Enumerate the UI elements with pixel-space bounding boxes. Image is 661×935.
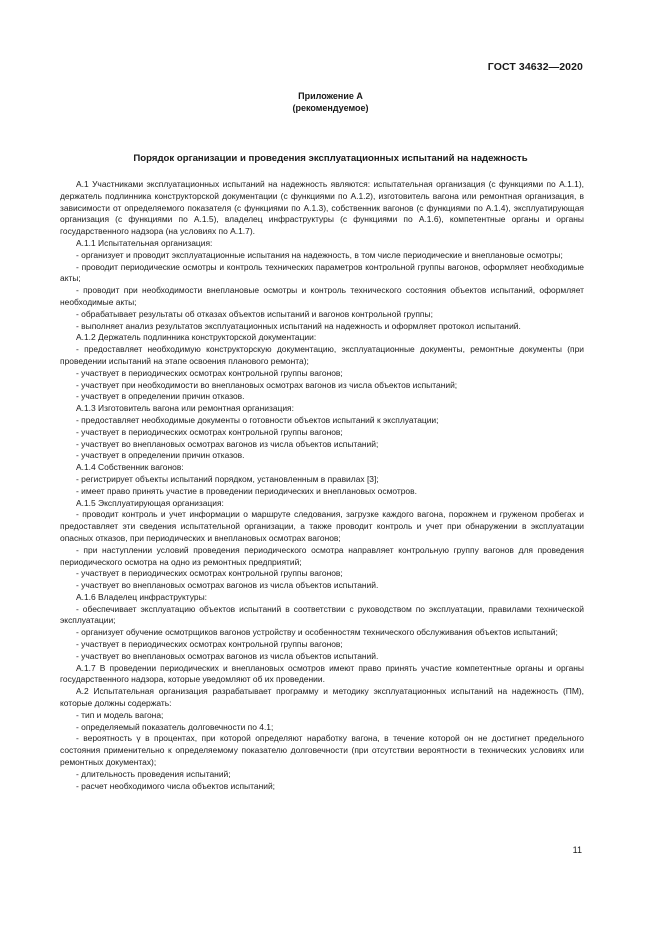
list-item: - имеет право принять участие в проведении периодических и внеплановых осмотров. [76,485,417,496]
list-item: - участвует при необходимости во внеплановых осмотрах вагонов из числа объектов испытаний; [76,379,458,390]
list-item: - определяемый показатель долговечности по 4.1; [76,721,274,732]
list-item: - проводит при необходимости внеплановые осмотры и контроль технического состояния объектов испытаний, оформляет необходимые акты; [60,285,584,307]
list-item: - предоставляет необходимые документы о готовности объектов испытаний к эксплуатации; [76,414,439,425]
list-item: - регистрирует объекты испытаний порядком, установленным в правилах [3]; [76,473,379,484]
list-item: - участвует в периодических осмотрах контрольной группы вагонов; [76,426,343,437]
list-item: - участвует в периодических осмотрах контрольной группы вагонов; [76,639,343,650]
list-item: - участвует во внеплановых осмотрах вагонов из числа объектов испытаний; [76,438,379,449]
paragraph: А.1.4 Собственник вагонов: [76,462,184,473]
list-item: - участвует в определении причин отказов. [76,391,245,402]
list-item: - вероятность γ в процентах, при которой определяют наработку вагона, в течение которой он не достигнет предельного состояния применительно к определяемому показателю долговечности (при отсутствии вероятности в технических условиях или ремонтных документах); [60,733,584,768]
list-item: - проводит периодические осмотры и контроль технических параметров контрольной группы вагонов, оформляет необходимые акты; [60,261,584,284]
list-item: - организует обучение осмотрщиков вагонов устройству и особенностям технического обслуживания объектов испытаний; [76,627,558,638]
appendix-subtitle: (рекомендуемое) [292,103,369,113]
paragraph: А.1.7 В проведении периодических и внеплановых осмотров имеют право принять участие компетентные органы и органы государственного надзора, которые уведомляют об их проведении. [60,662,584,685]
paragraph: А.1.6 Владелец инфраструктуры: [76,591,207,602]
list-item: - выполняет анализ результатов эксплуатационных испытаний на надежность и оформляет протокол испытаний. [76,320,521,331]
paragraph: А.1.5 Эксплуатирующая организация: [76,497,224,508]
paragraph: А.2 Испытательная организация разрабатывает программу и методику эксплуатационных испытаний на надежность (ПМ), которые должны содержать: [60,686,584,709]
page-number: 11 [572,845,582,855]
section-title: Порядок организации и проведения эксплуатационных испытаний на надежность [133,153,528,164]
list-item: - участвует во внеплановых осмотрах вагонов из числа объектов испытаний. [76,580,379,591]
list-item: - участвует в периодических осмотрах контрольной группы вагонов; [76,367,343,378]
paragraph: А.1.2 Держатель подлинника конструкторской документации: [76,332,317,343]
list-item: - проводит контроль и учет информации о маршруте следования, загрузке каждого вагона, порожнем и груженом пробегах и предоставляет эти сведения испытательной организации, а также проводит контроль и учет при обнаружении в эксплуатации опасных отказов, при периодических и внеплановых осмотрах вагонов; [60,509,584,543]
list-item: - длительность проведения испытаний; [76,768,231,779]
standard-number: ГОСТ 34632—2020 [487,61,583,73]
paragraph: А.1.3 Изготовитель вагона или ремонтная организация: [76,403,294,414]
list-item: - организует и проводит эксплуатационные испытания на надежность, в том числе периодические и внеплановые осмотры; [76,249,563,260]
paragraph: А.1.1 Испытательная организация: [76,237,213,248]
paragraph: А.1 Участниками эксплуатационных испытаний на надежность являются: испытательная организация (с функциями по А.1.1), держатель подлинника конструкторской документации (с функциями по А.1.2), изготовитель вагона или ремонтная организация, в зависимости от определяемого показателя (с функциями по А.1.3), собственник вагонов (с функциями по А.1.4), эксплуатирующая организация (с функциями по А.1.5), владелец инфраструктуры (с функциями по А.1.6), компетентные органы и органы государственного надзора (на условиях по А.1.7). [60,179,584,237]
list-item: - обеспечивает эксплуатацию объектов испытаний в соответствии с руководством по эксплуатации, правилами технической эксплуатации; [60,603,584,626]
list-item: - участвует в определении причин отказов. [76,450,245,461]
body-text [60,179,584,792]
list-item: - предоставляет необходимую конструкторскую документацию, эксплуатационные документы, ремонтные документы (при проведении испытаний на этапе освоения планового ремонта); [60,344,584,366]
list-item: - участвует во внеплановых осмотрах вагонов из числа объектов испытаний. [76,650,379,661]
list-item: - при наступлении условий проведения периодического осмотра направляет контрольную группу вагонов для проведения периодического осмотра на одно из ремонтных предприятий; [60,544,584,567]
list-item: - тип и модель вагона; [76,709,164,720]
list-item: - расчет необходимого числа объектов испытаний; [76,780,275,791]
appendix-title: Приложение А [298,91,363,101]
list-item: - обрабатывает результаты об отказах объектов испытаний и вагонов контрольной группы; [76,308,433,319]
list-item: - участвует в периодических осмотрах контрольной группы вагонов; [76,568,343,579]
